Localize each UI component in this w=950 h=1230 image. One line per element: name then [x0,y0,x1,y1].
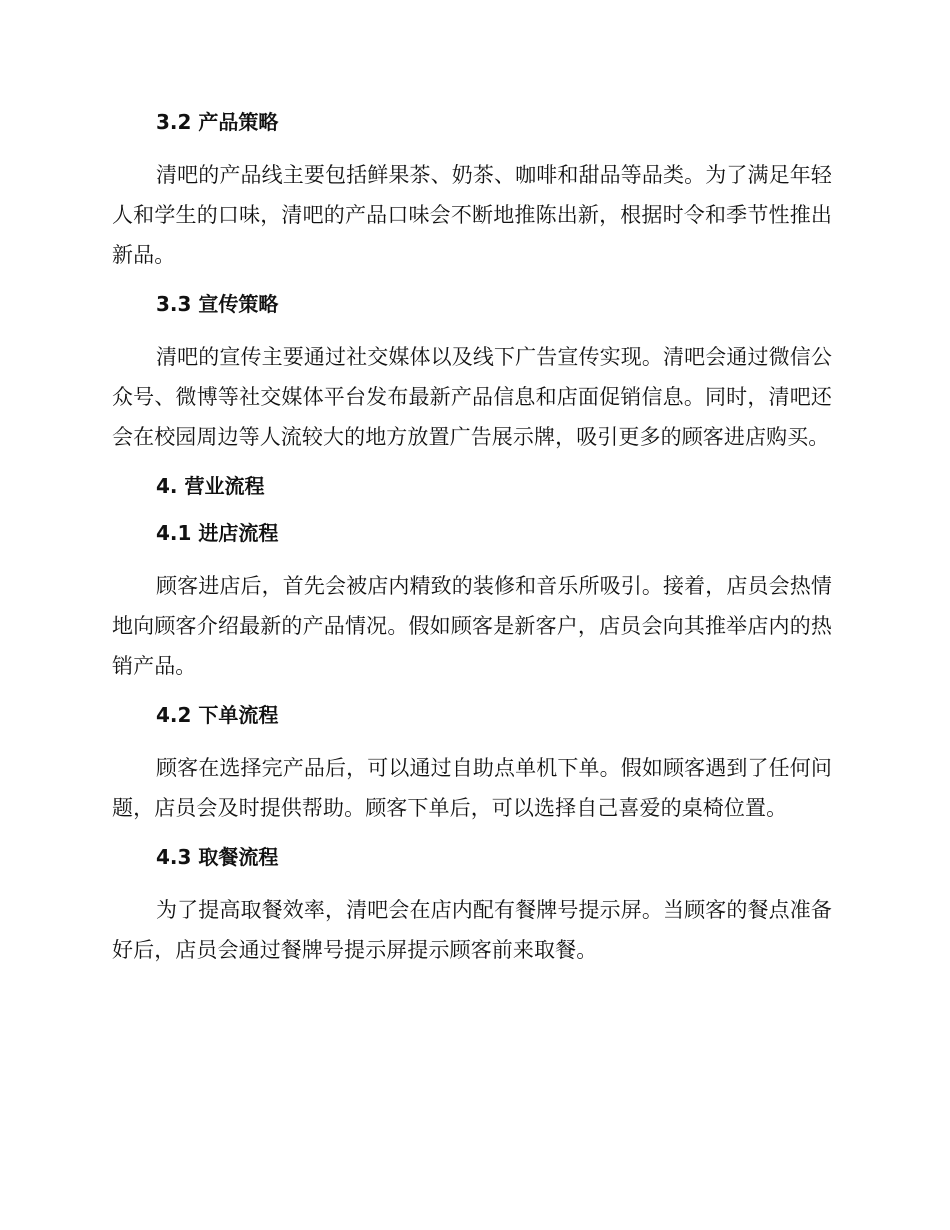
section-heading-4-2: 4.2 下单流程 [156,703,279,727]
section-paragraph-3-2: 清吧的产品线主要包括鲜果茶、奶茶、咖啡和甜品等品类。为了满足年轻人和学生的口味，清吧的产品口味会不断地推陈出新，根据时令和季节性推出新品。 [112,163,832,267]
section-heading-4-1: 4.1 进店流程 [156,521,279,545]
section-heading-4: 4. 营业流程 [156,474,265,498]
document-body [112,108,832,970]
section-heading-4-3: 4.3 取餐流程 [156,845,279,869]
section-heading-3-3: 3.3 宣传策略 [156,292,279,316]
section-paragraph-3-3: 清吧的宣传主要通过社交媒体以及线下广告宣传实现。清吧会通过微信公众号、微博等社交媒体平台发布最新产品信息和店面促销信息。同时，清吧还会在校园周边等人流较大的地方放置广告展示牌，吸引更多的顾客进店购买。 [112,345,832,449]
section-paragraph-4-1: 顾客进店后，首先会被店内精致的装修和音乐所吸引。接着，店员会热情地向顾客介绍最新的产品情况。假如顾客是新客户，店员会向其推举店内的热销产品。 [112,574,832,678]
section-paragraph-4-3: 为了提高取餐效率，清吧会在店内配有餐牌号提示屏。当顾客的餐点准备好后，店员会通过餐牌号提示屏提示顾客前来取餐。 [112,898,832,962]
section-paragraph-4-2: 顾客在选择完产品后，可以通过自助点单机下单。假如顾客遇到了任何问题，店员会及时提供帮助。顾客下单后，可以选择自己喜爱的桌椅位置。 [112,756,832,820]
section-heading-3-2: 3.2 产品策略 [156,110,279,134]
